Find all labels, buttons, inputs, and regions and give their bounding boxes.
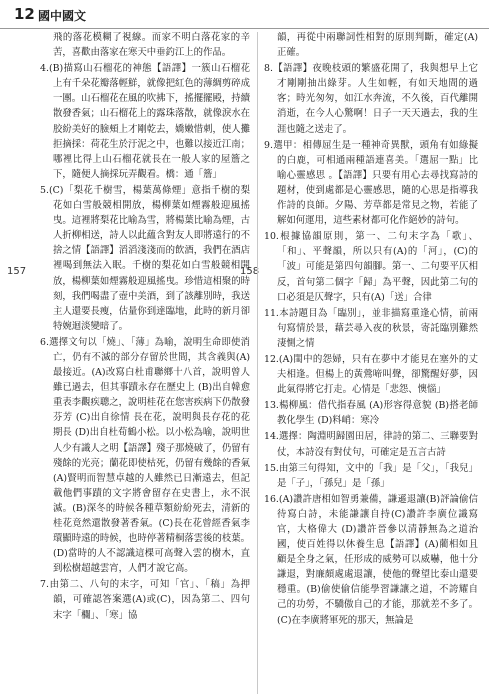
page-header: [0, 0, 489, 29]
left-column: [40, 30, 250, 624]
answer-item-12: 12.(A)閨中的怨婦，只有在夢中才能見在塞外的丈夫相逢。但楊上的黃鶯啼叫聲，卻驚醒好夢，因此氣得將它打走。心情是「悲怨、懊惱」: [264, 353, 478, 396]
answer-item-13: 13.楊柳風：借代指春風 (A)形容得意貌 (B)搭老師教化學生 (D)料峭：寒冷: [264, 400, 478, 427]
answer-item-16: 16.(A)讚許唐相如智勇兼備，謙遜退讓(B)評論偷信待寫白詩，未能謙讓自持(C)讚許李廣位識寫官，大格偉大 (D)讚許晉參以清靜無為之道治國，使百姓得以休養生息【語譯】(A)藺相如且顧是全身之氣，任形成的威勢可以威嚇，他十分謙退，對廉頗處處退讓，使他的聲望比泰山還要穩重。(B)偷使偷信能學習謙讓之道，不誇耀自己的功勞，不驕傲自己的才能，那就差不多了。(C)在李廣將軍死的那天，無論是: [264, 493, 478, 626]
page-number: 12: [14, 5, 35, 23]
book-title: 國中國文: [38, 9, 87, 23]
answer-item-7: 7.由第二、八句的末字，可知「官」、「稿」為押韻，可確認答案選(A)或(C)，因為第二、四句末字「欄」、「寒」協: [40, 579, 250, 621]
answer-item-5: 5.(C)「梨花千樹雪，楊葉萬條煙」意指千樹的梨花如白雪般競相開放，楊柳葉如煙霧般迎風搖曳。這裡將梨花比喻為雪，將楊葉比喻為煙，古人折柳相送，詩人以此蘊含對友人即將遠行的不捨之情【語譯】滔滔淺淺而的飲酒，我們在酒店裡喝到無法入眠。千樹的梨花如白雪般競相開放，楊柳葉如煙霧般迎風搖曳。珍惜這相聚的時刻，我們喝盡了壺中美酒，到了該離別時，我送主人還要長瘦，估量你到達臨地，此時的新月卻特婉迴淡變暗了。: [40, 184, 250, 332]
answer-item-9: 9.選甲：相傳屈生是一種神奇異獸，頭角有如綠擬的白鹿，可相通兩種語連喜美。「選屈一點」比喻心靈感思 。【語譯】只要有用心去尋找寫詩的題材，使到處都是心靈感思，隨的心思是指導我作詩的良師。夕陽、芳草都是常見之物，若能了解如何運用，這些素材都可化作絕妙的詩句。: [264, 139, 478, 227]
right-column: [264, 30, 478, 629]
paragraph: 韻，再從中兩聯詞性相對的原則判斷，確定(A)正確。: [277, 32, 478, 59]
answer-item-15: 15.由第三句得知，文中的「我」是「父」，「我兒」是「子」，「孫兒」是「孫」: [264, 462, 478, 489]
answer-item-11: 11.本詩題目為「臨別」，並非描寫重逢心情，前兩句寫情於景，藉芸尋入夜的秋景，寄託臨別難然淒惻之情: [264, 307, 478, 349]
answer-item-8: 8.【語譯】夜晚枝頭的繁盛花開了，我與想早上它才剛剛抽出綠芽。人生如輕，有如天地間的過客；時光匆匆，如江水奔流，不久後，百代離開消逝，在今人心驚啊！日子一天天過去，我的生涯也隨之送走了。: [264, 63, 478, 135]
column-divider: [257, 32, 258, 694]
answer-item-10: 10.根據協韻原則，第一、二句末字為「歌」、「和」、平聲韻，所以只有(A)的「河」，(C)的「波」可能是第四句韻腳。第一、二句要平仄相反，首句第二個字「歸」為平聲，因此第二句的口必須是仄聲字，只有(A)「送」合律: [264, 231, 478, 303]
paragraph: 飛的落花模糊了視線。而家不明白落花家的辛苦，喜歡由落家在寒天中垂釣江上的作品。: [53, 32, 250, 59]
answer-item-14: 14.選擇：陶淵明歸園田居，律詩的第二、三聯要對仗，本詩沒有對仗句，可確定是五言古詩: [264, 431, 478, 458]
question-number-left: 157: [7, 266, 27, 277]
answer-item-6: 6.選擇文句以「燒」、「薄」為喻，說明生命即使消亡，仍有不滅的部分存留於世間，其含義與(A)最接近。(A)改寫白杜甫聯鄉十八首，說明曾人雖已過去，但其事蹟永存在歷史上 (B)出自韓愈重表李觀疾聰之，說明桂花在您害疾病下仍散發芬芳 (C)出自徐情 長在花，說明與長存花的花期長 (D)出自杜荀鶴小松。以小松為喻，說明世人少有識人之明【語譯】殘子那燒破了，仍留有殘餘的光亮；蘭花即使枯死，仍留有幾餘的香氣 (A)賢明而智慧卓越的人雖然已日漸遠去，但記載他們事蹟的文字將會留存在史書上，永不泯滅。(B)深冬的時候各種草類紛紛死去，清新的桂花竟然還散發著香氣。(C)長在花曾經香氣李環顯時遠的時候，也時停著精桐落雲後的枝葉。(D)當時的人不認識這棵可高聲入雲的樹木，直到松樹超越雲宵，人們才說它高。: [40, 336, 250, 575]
answer-item-4: 4.(B)描寫山石榴花的神態【語譯】一簇山石榴花上有千朵花瓣落輕鮮，就像把紅色的薄綢剪碎成一團。山石榴花在風的吹拂下，搖擺擺殿，持續散發香氣；山石榴花上的露珠落散，就像淚水在胶紛美好的臉頰上才剛乾去，嬌嫩惜刺，使人攤拒摘採：荷花生於汙泥之中，也難以接近江南；哪裡比得上山石榴花就長在一般人家的屋簷之下，隨便人摘採玩弄觀看。橋：通「簷」: [40, 63, 250, 180]
question-number-right: 158: [240, 266, 260, 277]
